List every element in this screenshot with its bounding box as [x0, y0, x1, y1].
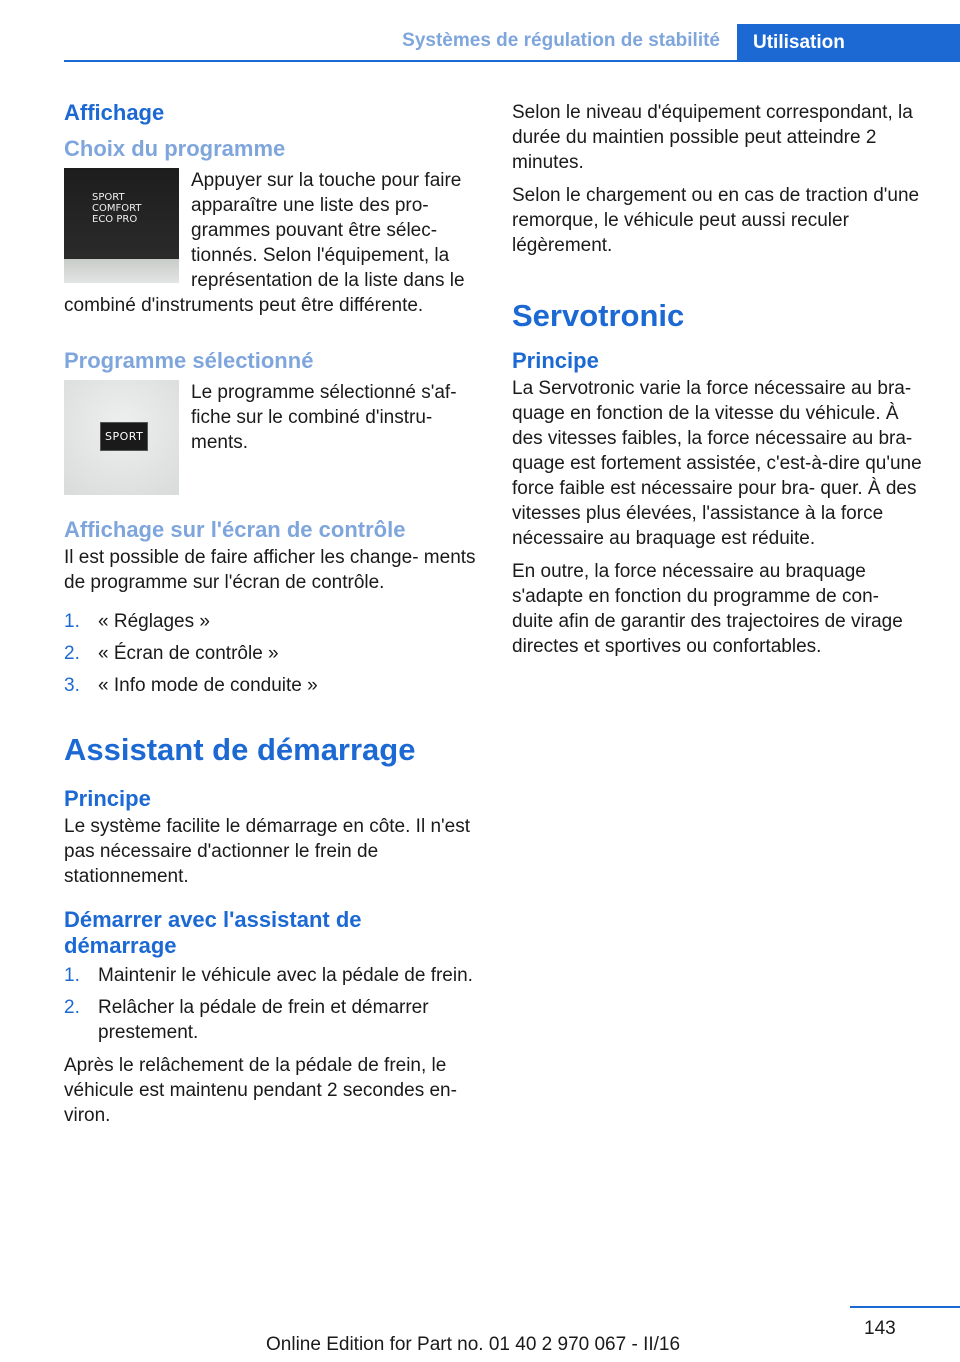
heading-programme-selectionne: Programme sélectionné	[64, 348, 314, 373]
heading-affichage: Affichage	[64, 100, 165, 125]
left-column	[64, 100, 476, 1136]
list-item: 2. Relâcher la pédale de frein et démarrer prestement.	[64, 997, 429, 1043]
menu-item-eco-pro: ECO PRO	[92, 214, 138, 225]
servotronic-text-2: En outre, la force nécessaire au braquage s'adapte en fonction du programme de con‐ duite afin de garantir des trajectoires de virage directes et sportives ou confortables.	[512, 561, 903, 657]
heading-ecran-controle: Affichage sur l'écran de contrôle	[64, 517, 406, 542]
header-chapter-tab: Utilisation	[737, 24, 960, 62]
right-column	[512, 100, 924, 667]
list-item: 3. « Info mode de conduite »	[64, 675, 318, 696]
maintien-text: Selon le niveau d'équipement correspondant, la durée du maintien possible peut atteindre 2 minutes.	[512, 102, 913, 173]
program-list-screen-image	[64, 168, 179, 283]
menu-item-comfort: COMFORT	[92, 203, 142, 214]
principe-text: Le système facilite le démarrage en côte. Il n'est pas nécessaire d'actionner le frein de stationnement.	[64, 816, 470, 887]
heading-servotronic-principe: Principe	[512, 348, 599, 373]
heading-assistant-demarrage: Assistant de démarrage	[64, 732, 416, 767]
ecran-steps-list	[64, 609, 476, 698]
screen-bezel	[64, 259, 179, 283]
page-number: 143	[864, 1318, 896, 1339]
header-rule	[64, 60, 960, 62]
choix-text: Appuyer sur la touche pour faire apparaître une liste des pro‐ grammes pouvant être sélec‐ tionnés. Selon l'équipement, la représentation de la liste dans le combiné d'instruments peut être différente.	[64, 170, 465, 316]
servotronic-text-1: La Servotronic varie la force nécessaire au bra‐ quage en fonction de la vitesse du véhicule. À des vitesses faibles, la force nécessaire au bra‐ quage est fortement assistée, c'est-à-dire qu'une force faible est nécessaire pour bra‐ quer. À des vitesses plus élevées, l'assistance à la force nécessaire au braquage est réduite.	[512, 378, 922, 549]
selected-program-screen-image	[64, 380, 179, 495]
selection-text: Le programme sélectionné s'af‐ fiche sur le combiné d'instru‐ ments.	[191, 382, 457, 453]
ecran-text: Il est possible de faire afficher les change‐ ments de programme sur l'écran de contrôle.	[64, 547, 476, 593]
remorque-text: Selon le chargement ou en cas de traction d'une remorque, le véhicule peut aussi reculer légèrement.	[512, 185, 920, 256]
heading-servotronic: Servotronic	[512, 298, 685, 333]
list-item: 2. « Écran de contrôle »	[64, 643, 279, 664]
header-section-title: Systèmes de régulation de stabilité	[402, 30, 720, 51]
apres-text: Après le relâchement de la pédale de frein, le véhicule est maintenu pendant 2 secondes en‐ viron.	[64, 1055, 457, 1126]
heading-principe: Principe	[64, 786, 151, 811]
menu-item-sport: SPORT	[92, 192, 125, 203]
list-item: 1. « Réglages »	[64, 611, 210, 632]
selection-block	[64, 380, 476, 501]
choix-block	[64, 168, 476, 326]
heading-choix-programme: Choix du programme	[64, 136, 286, 161]
footer-rule	[850, 1306, 960, 1308]
demarrer-steps-list	[64, 963, 476, 1045]
program-menu	[92, 192, 141, 225]
sport-badge: SPORT	[100, 422, 148, 451]
heading-demarrer: Démarrer avec l'assistant de démarrage	[64, 907, 362, 958]
edition-note: Online Edition for Part no. 01 40 2 970 067 - II/16	[266, 1334, 681, 1355]
list-item: 1. Maintenir le véhicule avec la pédale de frein.	[64, 965, 473, 986]
